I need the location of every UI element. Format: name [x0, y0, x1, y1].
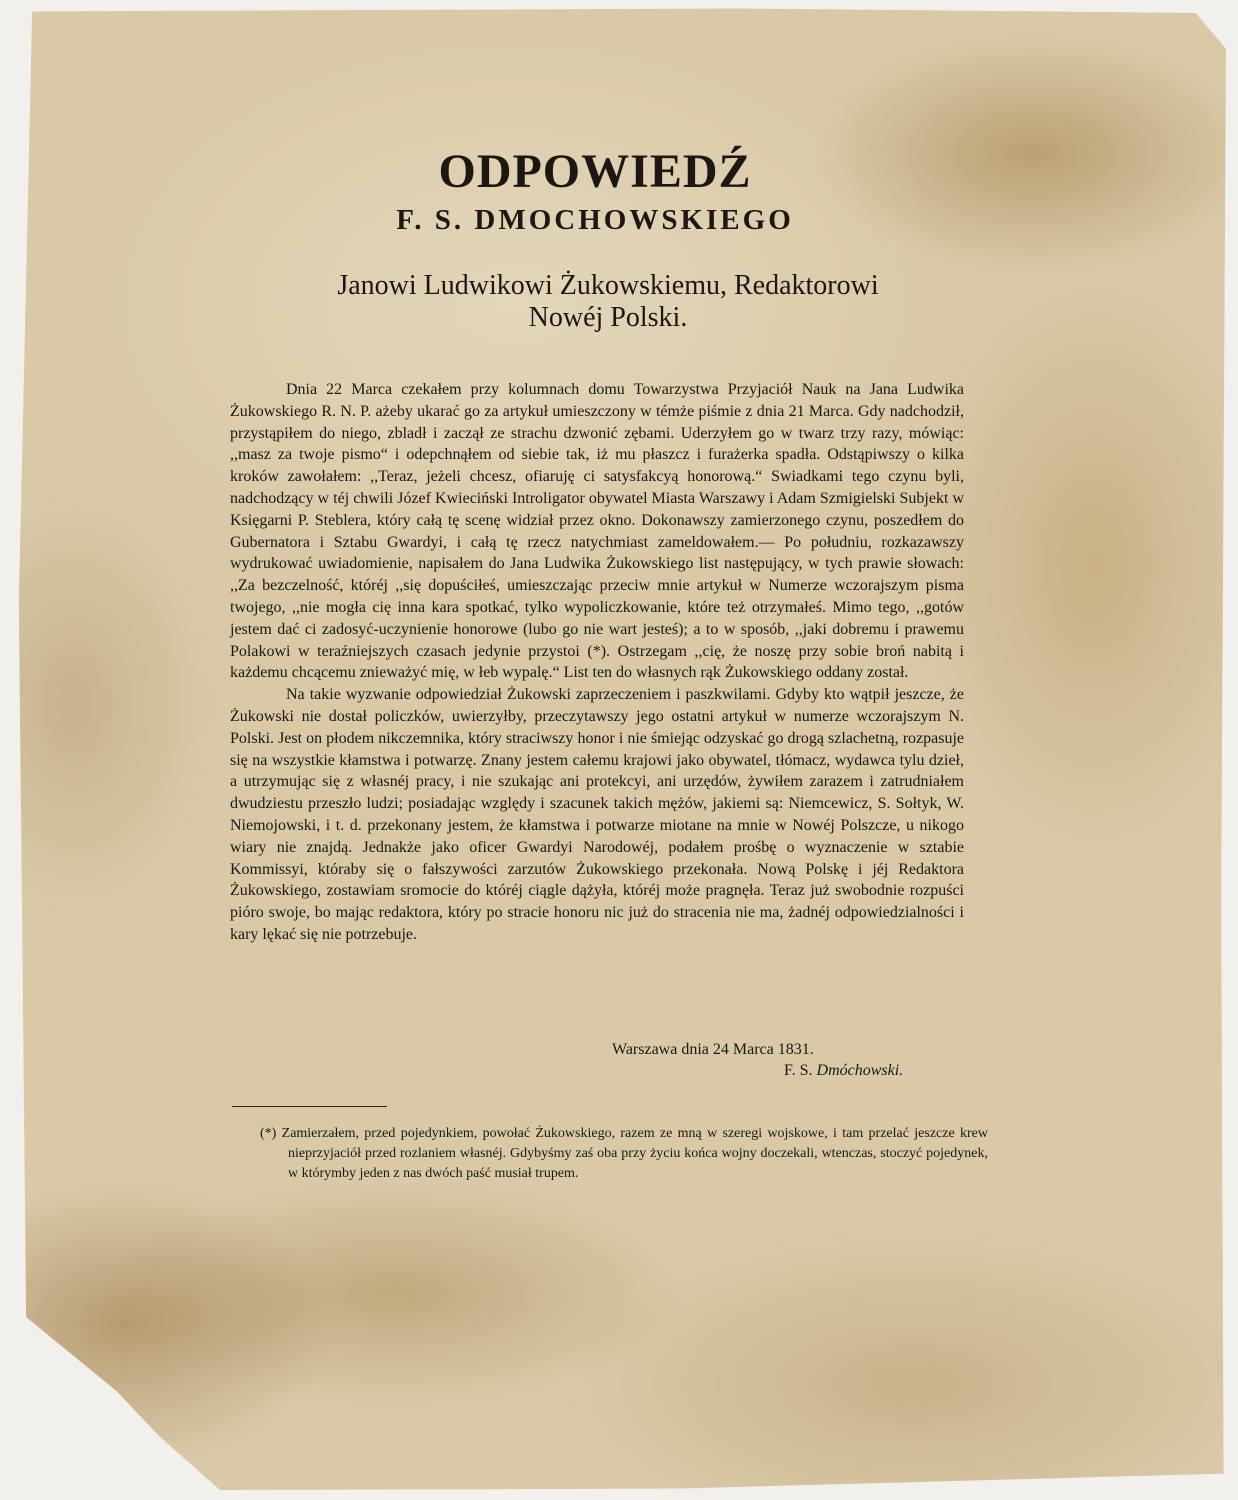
document-title: ODPOWIEDŹ: [438, 145, 752, 198]
signature: [784, 1062, 903, 1080]
addressee-line-1: Janowi Ludwikowi Żukowskiemu, Redaktorowi: [337, 270, 879, 301]
addressee: [0, 270, 1216, 334]
dateline: Warszawa dnia 24 Marca 1831.: [612, 1041, 814, 1058]
footnote-rule: [232, 1106, 387, 1107]
document-subtitle: F. S. DMOCHOWSKIEGO: [396, 204, 794, 236]
addressee-line-2: Nowéj Polski.: [528, 302, 688, 333]
footnote: (*) Zamierzałem, przed pojedynkiem, powołać Żukowskiego, razem ze mną w szeregi wojskowe, i tam przelać jeszcze krew nieprzyjaciół przed rozlaniem własnéj. Gdybyśmy zaś oba przy życiu końca wojny doczekali, wtenczas, stoczyć pojedynek, w którymby jeden z nas dwóch paść musiał trupem.: [260, 1126, 988, 1181]
paragraph-2: Na takie wyzwanie odpowiedział Żukowski zaprzeczeniem i paszkwilami. Gdyby kto wątpił jeszcze, że Żukowski nie dostał policzków, uwierzyłby, przeczytawszy jego ostatni artykuł w numerze wczorajszym N. Polski. Jest on płodem nikczemnika, który straciwszy honor i nie śmiejąc odzyskać go drogą szlachetną, rozpasuje się na wszystkie kłamstwa i potwarzę. Znany jestem całemu krajowi jako obywatel, tłómacz, wydawca tylu dzieł, a utrzymując się z własnéj pracy, i nie szukając ani protekcyi, ani urzędów, żywiłem zarazem i zatrudniałem dwudziestu przeszło ludzi; posiadając względy i szacunek takich mężów, jakiemi są: Niemcewicz, S. Sołtyk, W. Niemojowski, i t. d. przekonany jestem, że kłamstwa i potwarze miotane na mnie w Nowéj Polszcze, u nikogo wiary nie znajdą. Jednakże jako oficer Gwardyi Narodowéj, podałem prośbę o wyznaczenie w sztabie Kommissyi, któraby się o fałszywości zarzutów Żukowskiego przekonała. Nową Polskę i jéj Redaktora Żukowskiego, zostawiam sromocie do któréj ciągle dążyła, któréj może pragnęła. Teraz już swobodnie rozpuści pióro swoje, bo mając redaktora, który po stracie honoru nic już do stracenia nie ma, żadnéj odpowiedzialności i kary lękać się nie potrzebuje.: [230, 686, 964, 943]
signature-name: Dmóchowski.: [816, 1062, 904, 1079]
paragraph-1: Dnia 22 Marca czekałem przy kolumnach domu Towarzystwa Przyjaciół Nauk na Jana Ludwika Żukowskiego R. N. P. ażeby ukarać go za artykuł umieszczony w témże piśmie z dnia 21 Marca. Gdy nadchodził, przystąpiłem do niego, zbladł i zaczął ze strachu dzwonić zębami. Uderzyłem go w twarz trzy razy, mówiąc: ,,masz za twoje pismo“ i odepchnąłem od siebie tak, iż mu płaszcz i furażerka spadła. Odstąpiwszy o kilka kroków zawołałem: ,,Teraz, jeżeli chcesz, ofiaruję ci satysfakcyą honorową.“ Swiadkami tego czynu byli, nadchodzący w téj chwili Józef Kwieciński Introligator obywatel Miasta Warszawy i Adam Szmigielski Subjekt w Księgarni P. Steblera, który całą tę scenę widział przez okno. Dokonawszy zamierzonego czynu, poszedłem do Gubernatora i Sztabu Gwardyi, i całą tę rzecz natychmiast zameldowałem.— Po południu, rozkazawszy wydrukować uwiadomienie, napisałem do Jana Ludwika Żukowskiego list następujący, w tych prawie słowach: ,,Za bezczelność, któréj ,,się dopuściłeś, umieszczając przeciw mnie artykuł w Numerze wczorajszym pisma twojego, ,,nie mogła cię inna kara spotkać, tylko wypoliczkowanie, które też otrzymałeś. Mimo tego, ,,gotów jestem dać ci zadosyć-uczynienie honorowe (lubo go nie wart jesteś); a to w sposób, ,,jaki dobremu i prawemu Polakowi w teraźniejszych czasach jedynie przystoi (*). Ostrzegam ,,cię, że noszę przy sobie broń nabitą i każdemu chcącemu znieważyć mię, w łeb wypalę.“ List ten do własnych rąk Żukowskiego oddany został.: [230, 381, 964, 682]
signature-initials: F. S.: [784, 1062, 813, 1079]
letter-body: [230, 379, 964, 946]
